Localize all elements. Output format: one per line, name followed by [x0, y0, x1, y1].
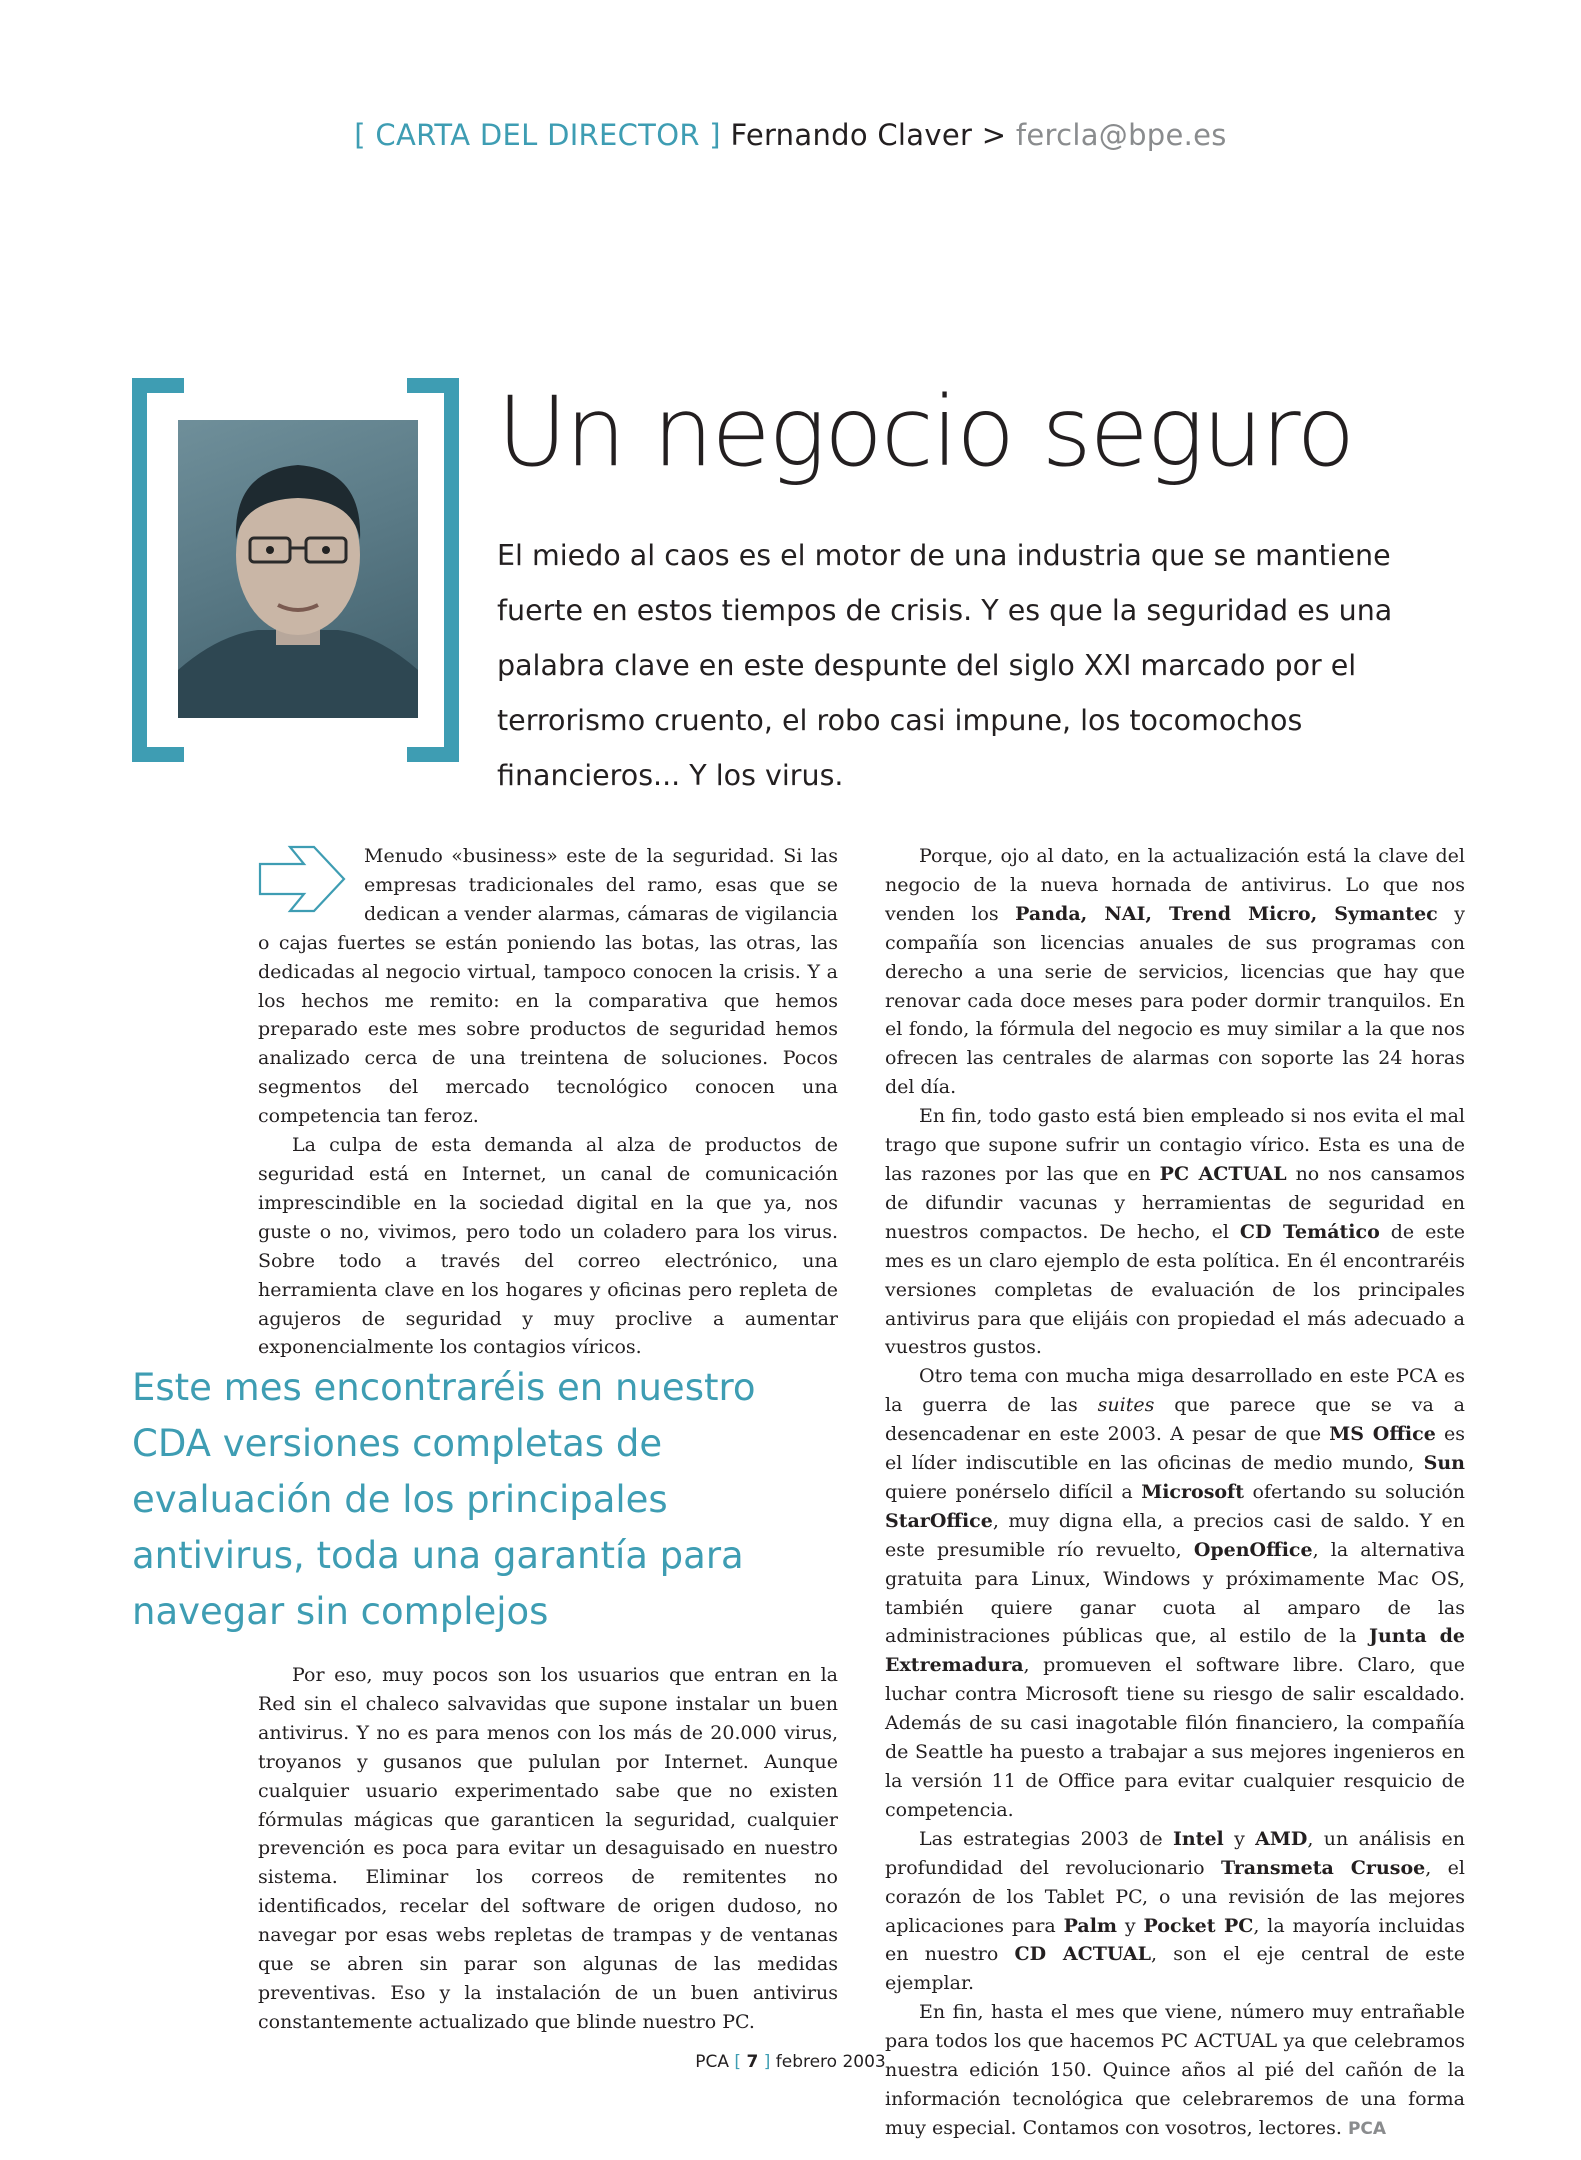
- footer-date: febrero 2003: [775, 2052, 886, 2072]
- paragraph: Menudo «business» este de la seguridad. Si las empresas tradicionales del ramo, esas que se dedican a vender alarmas, cámaras de vigilancia o cajas fuertes se están poniendo las botas, las otras, las dedicadas al negocio virtual, tampoco conocen la crisis. Y a los hechos me remito: en la comparativa que hemos preparado este mes sobre productos de seguridad hemos analizado cerca de una treintena de soluciones. Pocos segmentos del mercado tecnológico conocen una competencia tan feroz.: [258, 845, 838, 1128]
- article-lead: El miedo al caos es el motor de una industria que se mantiene fuerte en estos tiempos de crisis. Y es que la seguridad es una palabra clave en este despunte del siglo XXI marcado por el terrorismo cruento, el robo casi impune, los tocomochos financieros... Y los virus.: [497, 539, 1393, 792]
- page-footer: [0, 2052, 1581, 2072]
- paragraph: Por eso, muy pocos son los usuarios que entran en la Red sin el chaleco salvavidas que supone instalar un buen antivirus. Y no es para menos con los más de 20.000 virus, troyanos y gusanos que pululan por Internet. Aunque cualquier usuario experimentado sabe que no existen fórmulas mágicas que garanticen la seguridad, cualquier prevención es poca para evitar un desaguisado en nuestro sistema. Eliminar los correos de remitentes no identificados, recelar del software de origen dudoso, no navegar por esas webs repletas de trampas y de ventanas que se abren sin parar son algunas de las medidas preventivas. Eso y la instalación de un buen antivirus constantemente actualizado que blinde nuestro PC.: [258, 1664, 838, 2033]
- paragraph: Las estrategias 2003 de Intel y AMD, un análisis en profundidad del revolucionario Transmeta Crusoe, el corazón de los Tablet PC, o una revisión de las mejores aplicaciones para Palm y Pocket PC, la mayoría incluidas en nuestro CD ACTUAL, son el eje central de este ejemplar.: [885, 1827, 1466, 1995]
- footer-bracket-open: [: [734, 2052, 742, 2072]
- article-title: Un negocio seguro: [497, 376, 1354, 488]
- paragraph: En fin, todo gasto está bien empleado si nos evita el mal trago que supone sufrir un contagio vírico. Esta es una de las razones por las que en PC ACTUAL no nos cansamos de difundir vacunas y herramientas de seguridad en nuestros compactos. De hecho, el CD Temático de este mes es un claro ejemplo de esta política. En él encontraréis versiones completas de evaluación de los principales antivirus para que elijáis con propiedad el más adecuado a vuestros gustos.: [885, 1105, 1465, 1359]
- right-column: [885, 842, 1465, 2144]
- paragraph: En fin, hasta el mes que viene, número muy entrañable para todos los que hacemos PC ACTUAL ya que celebramos nuestra edición 150. Quince años al pié del cañón de la información tecnológica que celebraremos de una forma muy especial. Contamos con vosotros, lectores. PCA: [885, 2001, 1465, 2139]
- footer-bracket-close: ]: [763, 2052, 771, 2072]
- paragraph: Otro tema con mucha miga desarrollado en este PCA es la guerra de las suites que parece que se va a desencadenar en este 2003. A pesar de que MS Office es el líder indiscutible en las oficinas de medio mundo, Sun quiere ponérselo difícil a Microsoft ofertando su solución StarOffice, muy digna ella, a precios casi de saldo. Y en este presumible río revuelto, OpenOffice, la alternativa gratuita para Linux, Windows y próximamente Mac OS, también quiere ganar cuota al amparo de las administraciones públicas que, al estilo de la Junta de Extremadura, promueven el software libre. Claro, que luchar contra Microsoft tiene su riesgo de salir escaldado. Además de su casi inagotable filón financiero, la compañía de Seattle ha puesto a trabajar a sus mejores ingenieros en la versión 11 de Office para evitar cualquier resquicio de competencia.: [885, 1365, 1465, 1821]
- author-name: Fernando Claver: [730, 118, 973, 152]
- left-bracket-decoration: [132, 378, 184, 762]
- left-column-top: [258, 842, 838, 1362]
- outlined-right-arrow-icon: [258, 844, 348, 914]
- section-tag: [ CARTA DEL DIRECTOR ]: [354, 118, 721, 152]
- author-portrait: [178, 420, 418, 718]
- left-column-bottom: [258, 1661, 838, 2037]
- pull-quote: Este mes encontraréis en nuestro CDA versiones completas de evaluación de los principales antivirus, toda una garantía para navegar sin complejos: [132, 1366, 756, 1633]
- footer-magazine: PCA: [695, 2052, 729, 2072]
- signature: PCA: [1347, 2118, 1387, 2139]
- section-header: [0, 118, 1581, 152]
- paragraph: La culpa de esta demanda al alza de productos de seguridad está en Internet, un canal de comunicación imprescindible en la sociedad digital en la que ya, nos guste o no, vivimos, pero todo un coladero para los virus. Sobre todo a través del correo electrónico, una herramienta clave en los hogares y oficinas pero repleta de agujeros de seguridad y muy proclive a aumentar exponencialmente los contagios víricos.: [258, 1134, 838, 1359]
- header-separator: >: [981, 118, 1007, 152]
- portrait-illustration: [178, 420, 418, 718]
- page-number: 7: [746, 2052, 759, 2072]
- paragraph: Porque, ojo al dato, en la actualización está la clave del negocio de la nueva hornada de antivirus. Lo que nos venden los Panda, NAI, Trend Micro, Symantec y compañía son licencias anuales de sus programas con derecho a una serie de servicios, licencias que hay que renovar cada doce meses para poder dormir tranquilos. En el fondo, la fórmula del negocio es muy similar a la que nos ofrecen las centrales de alarmas con soporte las 24 horas del día.: [885, 845, 1465, 1099]
- author-email[interactable]: fercla@bpe.es: [1015, 118, 1227, 152]
